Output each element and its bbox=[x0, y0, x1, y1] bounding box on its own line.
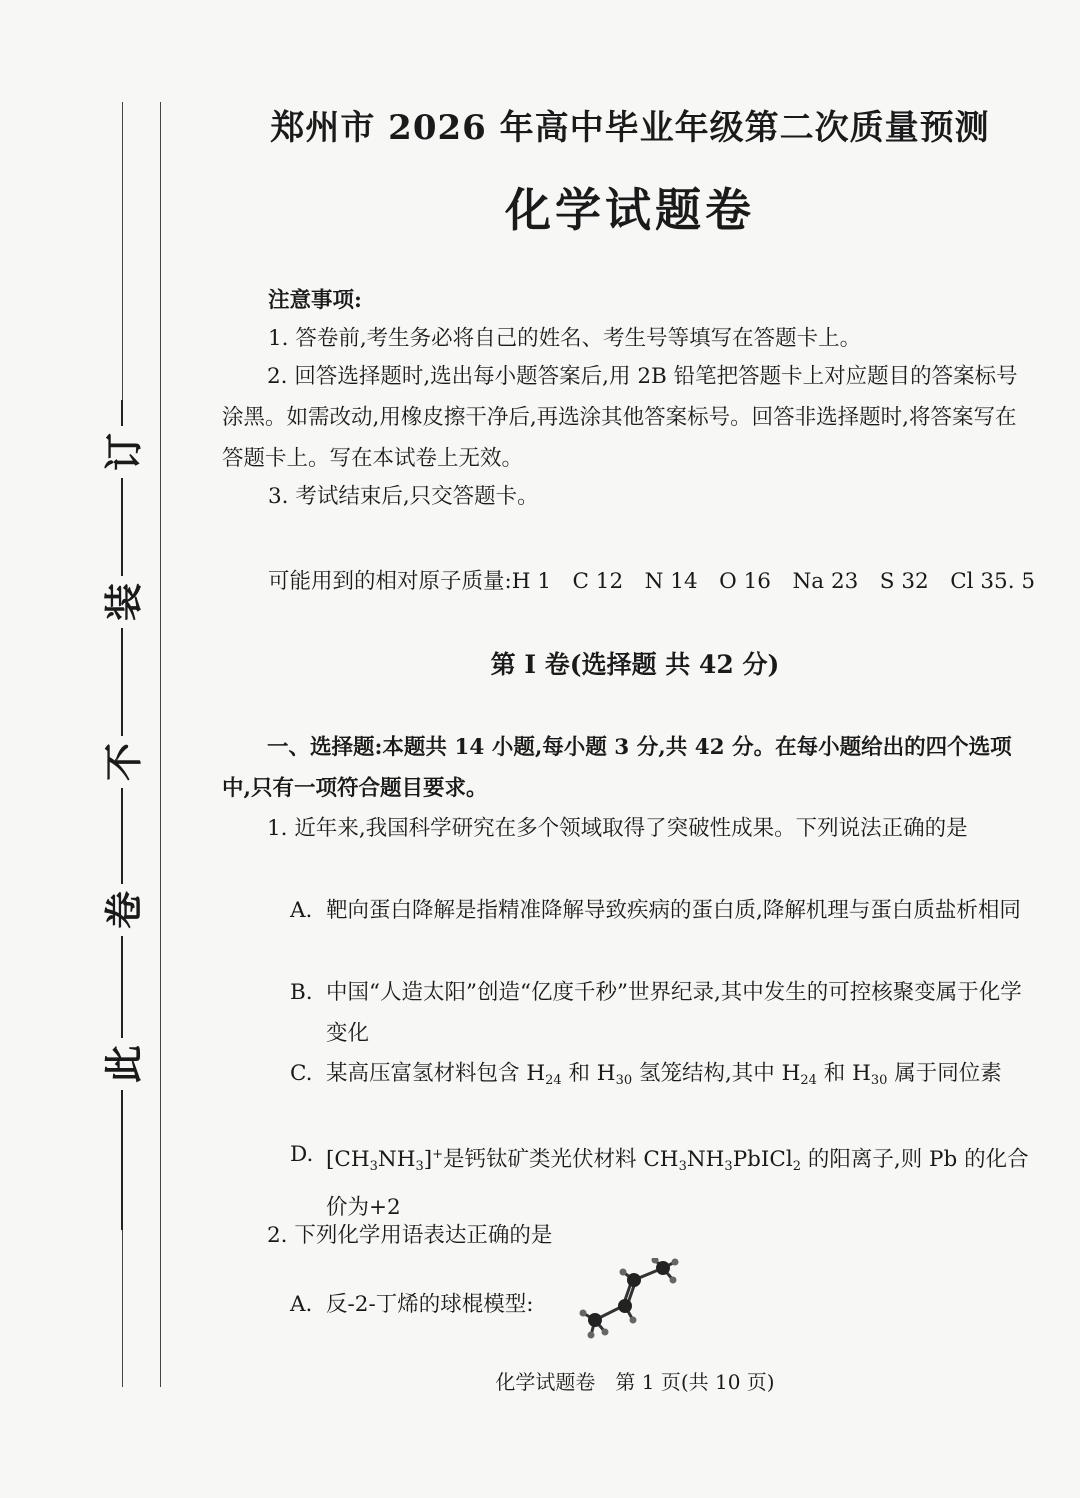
exam-subtitle: 化学试题卷 bbox=[505, 183, 755, 237]
page-footer: 化学试题卷 第 1 页(共 10 页) bbox=[495, 1370, 775, 1394]
option-text: 中国“人造太阳”创造“亿度千秒”世界纪录,其中发生的可控核聚变属于化学变化 bbox=[326, 980, 1022, 1046]
notice-item-1: 1. 答卷前,考生务必将自己的姓名、考生号等填写在答题卡上。 bbox=[268, 326, 862, 351]
binding-char-1: 此 bbox=[94, 1038, 146, 1090]
section-instructions: 一、选择题:本题共 14 小题,每小题 3 分,共 42 分。在每小题给出的四个选项中,只有一项符合题目要求。 bbox=[222, 735, 1012, 801]
option-letter: B. bbox=[290, 980, 313, 1005]
binding-center-line bbox=[121, 400, 123, 1230]
binding-char-3: 不 bbox=[94, 736, 146, 788]
option-text: $[CH_3NH_3]^+$是钙钛矿类光伏材料 $CH_3NH_3PbICl_2$ 的阳离子,则 Pb 的化合价为+2 bbox=[326, 1147, 1029, 1220]
option-text: 靶向蛋白降解是指精准降解导致疾病的蛋白质,降解机理与蛋白质盐析相同 bbox=[326, 898, 1021, 923]
exam-title: 郑州市 2026 年高中毕业年级第二次质量预测 bbox=[270, 108, 990, 148]
question-1-stem: 1. 近年来,我国科学研究在多个领域取得了突破性成果。下列说法正确的是 bbox=[267, 816, 968, 841]
option-letter: A. bbox=[290, 898, 313, 923]
section-heading: 第 I 卷(选择题 共 42 分) bbox=[490, 650, 780, 679]
notice-item-3: 3. 考试结束后,只交答题卡。 bbox=[268, 484, 539, 509]
option-letter: C. bbox=[290, 1061, 313, 1086]
notice-heading: 注意事项: bbox=[268, 288, 362, 313]
option-letter: A. bbox=[290, 1292, 313, 1317]
question-1-option-c bbox=[290, 1053, 1032, 1101]
binding-char-5: 订 bbox=[94, 426, 146, 478]
binding-inner-line bbox=[160, 102, 161, 1387]
question-1-option-a bbox=[290, 890, 1032, 931]
option-letter: D. bbox=[290, 1142, 314, 1167]
question-2-stem: 2. 下列化学用语表达正确的是 bbox=[267, 1223, 553, 1248]
option-text: 反-2-丁烯的球棍模型: bbox=[326, 1292, 534, 1317]
atomic-masses: 可能用到的相对原子质量:H 1 C 12 N 14 O 16 Na 23 S 32 Cl 35. 5 bbox=[268, 569, 1036, 594]
question-1-option-b bbox=[290, 972, 1032, 1054]
option-text: 某高压富氢材料包含 $H_{24}$ 和 $H_{30}$ 氢笼结构,其中 $H_{24}$ 和 $H_{30}$ 属于同位素 bbox=[326, 1061, 1002, 1088]
binding-char-4: 装 bbox=[94, 576, 146, 628]
question-1-option-d bbox=[290, 1134, 1032, 1228]
binding-char-2: 卷 bbox=[94, 884, 146, 936]
notice-item-2: 2. 回答选择题时,选出每小题答案后,用 2B 铅笔把答题卡上对应题目的答案标号涂黑。如需改动,用橡皮擦干净后,再选涂其他答案标号。回答非选择题时,将答案写在答题卡上。写在本试卷上无效。 bbox=[222, 364, 1018, 471]
ball-stick-model-icon bbox=[575, 1258, 685, 1343]
